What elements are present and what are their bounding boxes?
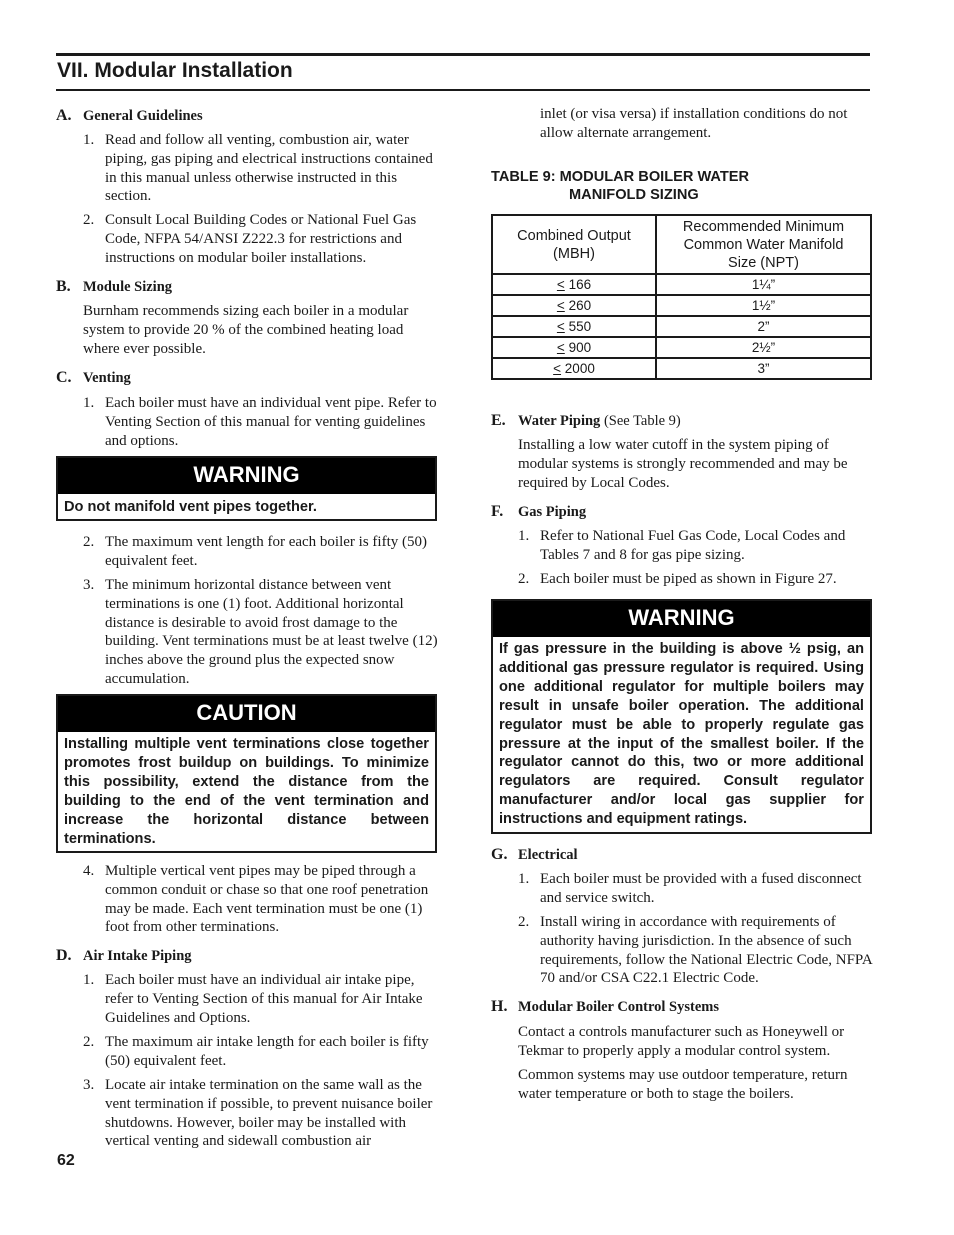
section-b-text: Burnham recommends sizing each boiler in a modular system to provide 20 % of the combined heating load where ever possible. [83, 303, 409, 357]
item-number: 3. [83, 577, 95, 593]
section-title: Water Piping [518, 413, 601, 429]
section-letter: H. [491, 998, 508, 1015]
list-item [83, 533, 438, 571]
section-d-heading [56, 946, 192, 966]
vent-warning-box [56, 456, 437, 521]
section-letter: F. [491, 503, 504, 520]
item-number: 3. [83, 1077, 95, 1093]
item-number: 2. [83, 212, 95, 228]
section-h-paragraph-2: Common systems may use outdoor temperature, return water temperature or both to stage the boilers. [518, 1067, 848, 1102]
size-cell: 2½” [656, 337, 871, 358]
section-h-paragraph-1: Contact a controls manufacturer such as Honeywell or Tekmar to properly apply a modular control system. [518, 1024, 845, 1059]
item-text: Each boiler must have an individual vent pipe. Refer to Venting Section of this manual for venting guidelines and options. [105, 395, 437, 449]
output-cell [492, 274, 656, 295]
table-row [492, 337, 871, 358]
section-letter: E. [491, 412, 506, 429]
page-number: 62 [57, 1152, 75, 1169]
table-title [491, 168, 749, 204]
section-title: Venting [83, 370, 131, 386]
section-a-heading [56, 106, 203, 126]
section-e-text: Installing a low water cutoff in the system piping of modular systems is strongly recommended and may be required by Local Codes. [518, 437, 848, 491]
item-number: 1. [83, 395, 95, 411]
item-number: 1. [518, 871, 530, 887]
list-item [518, 570, 873, 589]
item-number: 2. [518, 914, 530, 930]
item-text: Read and follow all venting, combustion air, water piping, gas piping and electrical instructions contained in this manual unless otherwise instructed in this section. [105, 132, 433, 205]
list-item [518, 527, 873, 565]
header-rule-bottom [56, 89, 870, 91]
output-value: 900 [568, 340, 592, 355]
table-row [492, 274, 871, 295]
list-item [83, 576, 438, 689]
section-e-heading [491, 411, 681, 431]
output-cell [492, 337, 656, 358]
section-letter: A. [56, 107, 72, 124]
item-number: 2. [83, 534, 95, 550]
le-symbol: < [553, 361, 562, 376]
output-cell [492, 358, 656, 379]
item-number: 2. [518, 571, 530, 587]
section-letter: D. [56, 947, 72, 964]
item-text: Each boiler must have an individual air intake pipe, refer to Venting Section of this manual for Air Intake Guidelines and Options. [105, 972, 423, 1026]
caution-text: Installing multiple vent terminations close together promotes frost buildup on buildings. To minimize this possibility, extend the distance from the building to the end of the vent termination and increase the horizontal distance between terminations. [64, 736, 429, 847]
item-number: 2. [83, 1034, 95, 1050]
list-item [518, 870, 873, 908]
column-header-size [656, 215, 871, 274]
item-number: 1. [83, 972, 95, 988]
item-text: Each boiler must be piped as shown in Figure 27. [540, 571, 837, 587]
caution-box [56, 694, 437, 853]
page-title: VII. Modular Installation [57, 59, 293, 82]
output-value: 260 [568, 298, 592, 313]
warning-text: Do not manifold vent pipes together. [64, 499, 317, 515]
item-text: Locate air intake termination on the same wall as the vent termination if possible, to prevent nuisance boiler shutdowns. However, boiler may be installed with vertical venting and sidewall combustion air [105, 1077, 433, 1150]
warning-banner: WARNING [58, 458, 435, 494]
item-text: Consult Local Building Codes or National Fuel Gas Code, NFPA 54/ANSI Z222.3 for restrictions and instructions on modular boiler installations. [105, 212, 417, 266]
output-value: 166 [568, 277, 592, 292]
item-number: 1. [518, 528, 530, 544]
section-title: Gas Piping [518, 504, 587, 520]
size-cell: 1½” [656, 295, 871, 316]
section-letter: B. [56, 278, 71, 295]
table-row [492, 358, 871, 379]
caution-banner: CAUTION [58, 696, 435, 732]
continued-text: inlet (or visa versa) if installation conditions do not allow alternate arrangement. [540, 106, 848, 141]
section-letter: G. [491, 846, 508, 863]
item-text: The maximum air intake length for each boiler is fifty (50) equivalent feet. [105, 1034, 429, 1069]
item-text: Multiple vertical vent pipes may be piped through a common conduit or chase so that one roof penetration may be made. Each vent termination must be one (1) foot from other terminations. [105, 863, 429, 936]
section-title: Electrical [518, 847, 578, 863]
list-item [83, 1033, 438, 1071]
item-text: Refer to National Fuel Gas Code, Local Codes and Tables 7 and 8 for gas pipe sizing. [540, 528, 846, 563]
item-text: The maximum vent length for each boiler is fifty (50) equivalent feet. [105, 534, 427, 569]
item-number: 4. [83, 863, 95, 879]
list-item [83, 862, 438, 937]
warning-text: If gas pressure in the building is above ½ psig, an additional gas pressure regulator is required. Using one additional regulator for multiple boilers may result in unsafe boiler operation. The additional regulator must be able to properly regulate gas pressure at the input of the smallest boiler. If the regulator cannot do this, two or more additional regulators are required. Consult regulator manufacturer and/or local gas supplier for instructions and equipment ratings. [499, 641, 864, 828]
section-title: General Guidelines [83, 108, 203, 124]
output-cell [492, 295, 656, 316]
size-cell: 2” [656, 316, 871, 337]
list-item [83, 1076, 438, 1151]
size-cell: 1¼” [656, 274, 871, 295]
section-f-heading [491, 502, 586, 522]
section-b-heading [56, 277, 172, 297]
section-h-heading [491, 997, 719, 1017]
le-symbol: < [556, 340, 565, 355]
item-text: Install wiring in accordance with requirements of authority having jurisdiction. In the absence of such requirements, follow the National Electric Code, NFPA 70 and/or CSA C22.1 Electric Code. [540, 914, 872, 987]
list-item [518, 913, 873, 988]
le-symbol: < [556, 298, 565, 313]
item-number: 1. [83, 132, 95, 148]
section-title-wrap [518, 413, 681, 429]
item-text: The minimum horizontal distance between vent terminations is one (1) foot. Additional horizontal distance is desirable to avoid frost damage to the building. Vent terminations must be at least twelve (12) inches above the ground plus the expected snow accumulation. [105, 577, 438, 687]
header-rule-top [56, 53, 870, 56]
section-title: Air Intake Piping [83, 948, 192, 964]
section-c-heading [56, 368, 131, 388]
item-text: Each boiler must be provided with a fused disconnect and service switch. [540, 871, 862, 906]
gas-pressure-warning-box [491, 599, 872, 834]
list-item [83, 131, 438, 206]
section-title-suffix: (See Table 9) [600, 413, 681, 429]
section-title: Modular Boiler Control Systems [518, 999, 719, 1015]
column-header-size-text: Recommended Minimum Common Water Manifold Size (NPT) [682, 218, 845, 271]
manifold-sizing-table [491, 214, 872, 380]
warning-banner: WARNING [493, 601, 870, 637]
table-header-row [492, 215, 871, 274]
section-g-heading [491, 845, 578, 865]
le-symbol: < [556, 277, 565, 292]
table-row [492, 295, 871, 316]
table-title-line-1: TABLE 9: MODULAR BOILER WATER [491, 169, 750, 185]
list-item [83, 971, 438, 1027]
table-row [492, 316, 871, 337]
list-item [83, 394, 438, 450]
column-header-output [492, 215, 656, 274]
column-header-output-text: Combined Output (MBH) [517, 227, 631, 262]
list-item [83, 211, 438, 267]
output-cell [492, 316, 656, 337]
output-value: 2000 [564, 361, 595, 376]
section-letter: C. [56, 369, 72, 386]
le-symbol: < [556, 319, 565, 334]
section-title: Module Sizing [83, 279, 173, 295]
table-title-line-2: MANIFOLD SIZING [569, 187, 699, 203]
output-value: 550 [568, 319, 592, 334]
size-cell: 3” [656, 358, 871, 379]
